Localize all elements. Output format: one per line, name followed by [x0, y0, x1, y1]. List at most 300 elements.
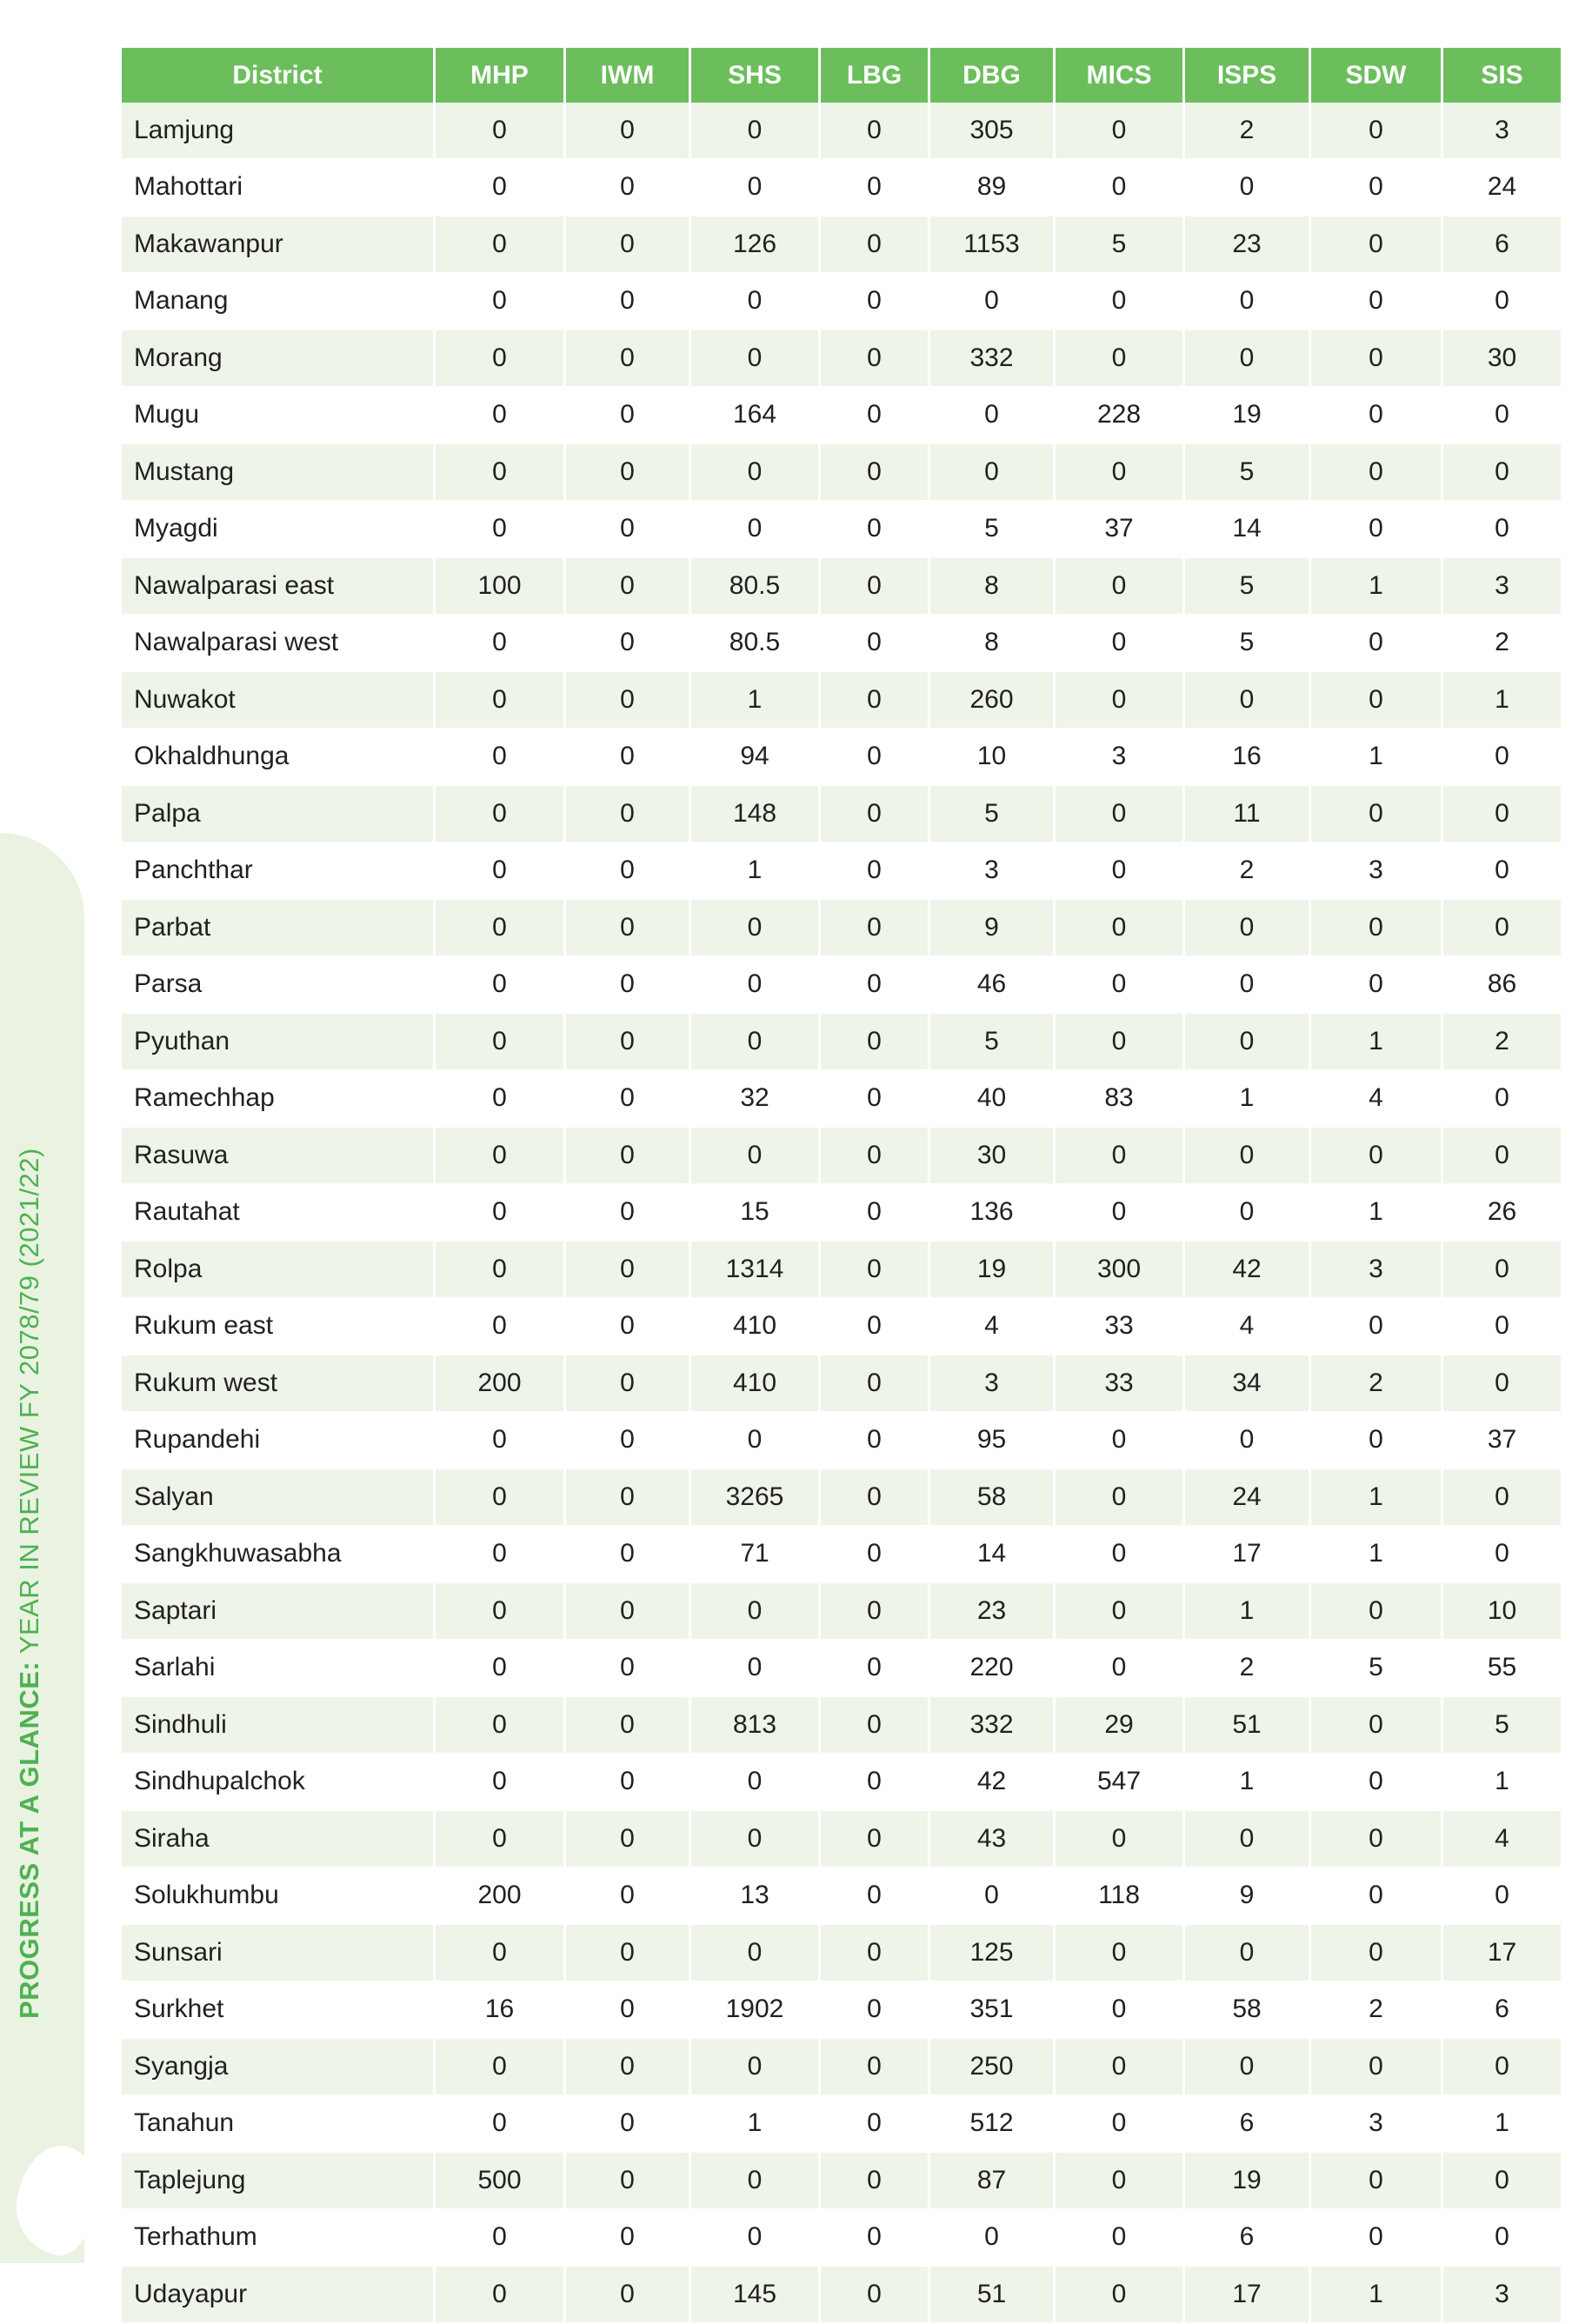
value-cell: 0	[1443, 1355, 1561, 1413]
table-row	[122, 388, 1561, 445]
value-cell: 0	[436, 274, 566, 331]
value-cell: 32	[691, 1071, 821, 1129]
table-body	[122, 103, 1561, 2324]
value-cell: 3	[1311, 843, 1443, 901]
value-cell: 0	[566, 2096, 691, 2154]
value-cell: 0	[1056, 160, 1185, 217]
value-cell: 0	[1443, 2210, 1561, 2267]
district-cell: Sindhupalchok	[122, 1755, 436, 1812]
value-cell: 1902	[691, 1982, 821, 2040]
value-cell: 0	[436, 1641, 566, 1698]
value-cell: 0	[436, 1299, 566, 1356]
table-row	[122, 1925, 1561, 1982]
value-cell: 0	[566, 1641, 691, 1698]
value-cell: 0	[436, 1413, 566, 1470]
value-cell: 6	[1185, 2210, 1311, 2267]
value-cell: 0	[821, 1868, 930, 1926]
value-cell: 0	[1311, 388, 1443, 445]
value-cell: 0	[821, 1925, 930, 1982]
value-cell: 0	[1056, 558, 1185, 616]
value-cell: 118	[1056, 1868, 1185, 1926]
value-cell: 0	[566, 1868, 691, 1926]
value-cell: 4	[930, 1299, 1056, 1356]
value-cell: 0	[821, 1641, 930, 1698]
district-cell: Sindhuli	[122, 1697, 436, 1755]
table-row	[122, 1185, 1561, 1242]
value-cell: 0	[1185, 2039, 1311, 2096]
value-cell: 0	[1443, 729, 1561, 787]
value-cell: 0	[566, 558, 691, 616]
value-cell: 260	[930, 672, 1056, 729]
table-row	[122, 1697, 1561, 1755]
progress-table	[122, 48, 1561, 2324]
value-cell: 10	[930, 729, 1056, 787]
value-cell: 228	[1056, 388, 1185, 445]
value-cell: 89	[930, 160, 1056, 217]
value-cell: 500	[436, 2153, 566, 2210]
district-cell: Siraha	[122, 1811, 436, 1868]
table-row	[122, 2210, 1561, 2267]
value-cell: 0	[821, 103, 930, 160]
value-cell: 0	[821, 1583, 930, 1641]
value-cell: 0	[691, 160, 821, 217]
value-cell: 145	[691, 2267, 821, 2324]
value-cell: 1	[691, 2096, 821, 2154]
value-cell: 5	[1311, 1641, 1443, 1698]
table-row	[122, 843, 1561, 901]
value-cell: 30	[1443, 330, 1561, 388]
value-cell: 0	[1185, 1185, 1311, 1242]
value-cell: 3	[1311, 1242, 1443, 1299]
table-header	[122, 48, 1561, 103]
column-header-sdw: SDW	[1311, 48, 1443, 103]
value-cell: 0	[930, 388, 1056, 445]
value-cell: 4	[1311, 1071, 1443, 1129]
value-cell: 0	[436, 1583, 566, 1641]
value-cell: 55	[1443, 1641, 1561, 1698]
value-cell: 0	[436, 729, 566, 787]
value-cell: 1	[1185, 1071, 1311, 1129]
district-cell: Nuwakot	[122, 672, 436, 729]
district-cell: Sunsari	[122, 1925, 436, 1982]
column-header-lbg: LBG	[821, 48, 930, 103]
value-cell: 0	[566, 1811, 691, 1868]
value-cell: 0	[566, 1242, 691, 1299]
value-cell: 11	[1185, 786, 1311, 843]
value-cell: 0	[1311, 2153, 1443, 2210]
table-row	[122, 616, 1561, 673]
value-cell: 0	[566, 1755, 691, 1812]
value-cell: 1	[691, 672, 821, 729]
value-cell: 300	[1056, 1242, 1185, 1299]
value-cell: 0	[1056, 444, 1185, 502]
value-cell: 0	[1185, 1811, 1311, 1868]
value-cell: 0	[1311, 957, 1443, 1015]
value-cell: 1153	[930, 216, 1056, 274]
value-cell: 0	[821, 1014, 930, 1071]
district-cell: Nawalparasi east	[122, 558, 436, 616]
value-cell: 0	[691, 1755, 821, 1812]
value-cell: 332	[930, 330, 1056, 388]
value-cell: 2	[1185, 1641, 1311, 1698]
column-header-sis: SIS	[1443, 48, 1561, 103]
district-cell: Okhaldhunga	[122, 729, 436, 787]
value-cell: 0	[1311, 1925, 1443, 1982]
value-cell: 0	[1056, 1185, 1185, 1242]
value-cell: 0	[566, 330, 691, 388]
value-cell: 0	[1056, 274, 1185, 331]
value-cell: 0	[1443, 1242, 1561, 1299]
table-row	[122, 502, 1561, 559]
value-cell: 46	[930, 957, 1056, 1015]
value-cell: 0	[566, 274, 691, 331]
table-row	[122, 1755, 1561, 1812]
column-header-mhp: MHP	[436, 48, 566, 103]
value-cell: 0	[821, 672, 930, 729]
value-cell: 0	[1056, 786, 1185, 843]
table-row	[122, 1355, 1561, 1413]
value-cell: 0	[566, 1185, 691, 1242]
value-cell: 332	[930, 1697, 1056, 1755]
table-row	[122, 1527, 1561, 1584]
value-cell: 0	[1056, 1641, 1185, 1698]
value-cell: 0	[691, 502, 821, 559]
value-cell: 148	[691, 786, 821, 843]
table-row	[122, 1014, 1561, 1071]
value-cell: 24	[1443, 160, 1561, 217]
district-cell: Tanahun	[122, 2096, 436, 2154]
table-row	[122, 1641, 1561, 1698]
value-cell: 0	[566, 1128, 691, 1185]
value-cell: 2	[1185, 103, 1311, 160]
value-cell: 0	[1443, 786, 1561, 843]
value-cell: 0	[566, 444, 691, 502]
value-cell: 2	[1311, 1355, 1443, 1413]
value-cell: 0	[821, 502, 930, 559]
value-cell: 0	[1311, 1868, 1443, 1926]
value-cell: 2	[1311, 1982, 1443, 2040]
value-cell: 0	[1056, 1811, 1185, 1868]
district-cell: Manang	[122, 274, 436, 331]
value-cell: 0	[566, 843, 691, 901]
value-cell: 0	[566, 388, 691, 445]
value-cell: 0	[691, 444, 821, 502]
district-cell: Makawanpur	[122, 216, 436, 274]
value-cell: 1	[1443, 2096, 1561, 2154]
value-cell: 0	[1443, 1128, 1561, 1185]
value-cell: 0	[1056, 1583, 1185, 1641]
value-cell: 86	[1443, 957, 1561, 1015]
value-cell: 0	[566, 2267, 691, 2324]
value-cell: 0	[691, 2039, 821, 2096]
table-row	[122, 672, 1561, 729]
value-cell: 0	[436, 1014, 566, 1071]
district-cell: Rolpa	[122, 1242, 436, 1299]
table-row	[122, 1868, 1561, 1926]
value-cell: 80.5	[691, 558, 821, 616]
value-cell: 0	[691, 1014, 821, 1071]
value-cell: 1	[691, 843, 821, 901]
value-cell: 0	[1311, 2039, 1443, 2096]
value-cell: 14	[1185, 502, 1311, 559]
value-cell: 0	[821, 2210, 930, 2267]
value-cell: 0	[821, 729, 930, 787]
district-cell: Sarlahi	[122, 1641, 436, 1698]
value-cell: 58	[1185, 1982, 1311, 2040]
value-cell: 0	[821, 1697, 930, 1755]
table-row	[122, 2153, 1561, 2210]
value-cell: 0	[1311, 160, 1443, 217]
value-cell: 5	[930, 1014, 1056, 1071]
value-cell: 14	[930, 1527, 1056, 1584]
value-cell: 3	[1311, 2096, 1443, 2154]
value-cell: 0	[566, 502, 691, 559]
value-cell: 0	[691, 1583, 821, 1641]
value-cell: 0	[436, 1128, 566, 1185]
value-cell: 0	[1443, 1299, 1561, 1356]
value-cell: 95	[930, 1413, 1056, 1470]
value-cell: 0	[691, 2210, 821, 2267]
value-cell: 0	[1311, 2210, 1443, 2267]
value-cell: 0	[1056, 672, 1185, 729]
value-cell: 58	[930, 1469, 1056, 1527]
value-cell: 1	[1443, 1755, 1561, 1812]
value-cell: 0	[436, 502, 566, 559]
value-cell: 0	[436, 900, 566, 957]
value-cell: 0	[821, 957, 930, 1015]
value-cell: 0	[1185, 160, 1311, 217]
value-cell: 17	[1443, 1925, 1561, 1982]
value-cell: 0	[691, 1925, 821, 1982]
value-cell: 0	[1056, 103, 1185, 160]
value-cell: 0	[1443, 444, 1561, 502]
value-cell: 0	[930, 444, 1056, 502]
value-cell: 1	[1311, 1527, 1443, 1584]
table-row	[122, 444, 1561, 502]
column-header-dbg: DBG	[930, 48, 1056, 103]
value-cell: 8	[930, 616, 1056, 673]
value-cell: 410	[691, 1299, 821, 1356]
sidebar-caption-rest: YEAR IN REVIEW FY 2078/79 (2021/22)	[14, 1148, 44, 1661]
value-cell: 0	[1311, 786, 1443, 843]
value-cell: 0	[1311, 330, 1443, 388]
table-row	[122, 1299, 1561, 1356]
value-cell: 0	[821, 160, 930, 217]
value-cell: 0	[1056, 2210, 1185, 2267]
value-cell: 0	[1056, 1527, 1185, 1584]
value-cell: 40	[930, 1071, 1056, 1129]
value-cell: 3	[1443, 2267, 1561, 2324]
table-row	[122, 2039, 1561, 2096]
value-cell: 0	[1311, 616, 1443, 673]
value-cell: 1	[1311, 1469, 1443, 1527]
value-cell: 0	[566, 1014, 691, 1071]
value-cell: 0	[1311, 1755, 1443, 1812]
value-cell: 0	[566, 1697, 691, 1755]
value-cell: 0	[1443, 900, 1561, 957]
value-cell: 0	[821, 1527, 930, 1584]
value-cell: 0	[691, 957, 821, 1015]
value-cell: 87	[930, 2153, 1056, 2210]
value-cell: 0	[821, 1242, 930, 1299]
value-cell: 0	[566, 103, 691, 160]
value-cell: 33	[1056, 1355, 1185, 1413]
column-header-iwm: IWM	[566, 48, 691, 103]
value-cell: 3	[930, 1355, 1056, 1413]
value-cell: 0	[436, 957, 566, 1015]
value-cell: 0	[691, 1811, 821, 1868]
value-cell: 0	[821, 1469, 930, 1527]
value-cell: 0	[566, 1925, 691, 1982]
table-row	[122, 216, 1561, 274]
district-cell: Mahottari	[122, 160, 436, 217]
district-cell: Palpa	[122, 786, 436, 843]
value-cell: 0	[436, 2210, 566, 2267]
value-cell: 0	[821, 444, 930, 502]
value-cell: 5	[1185, 616, 1311, 673]
value-cell: 0	[436, 160, 566, 217]
value-cell: 0	[566, 1469, 691, 1527]
value-cell: 0	[1443, 1868, 1561, 1926]
value-cell: 42	[1185, 1242, 1311, 1299]
value-cell: 0	[1311, 1413, 1443, 1470]
value-cell: 3265	[691, 1469, 821, 1527]
value-cell: 0	[821, 1185, 930, 1242]
table-row	[122, 786, 1561, 843]
value-cell: 0	[821, 388, 930, 445]
value-cell: 42	[930, 1755, 1056, 1812]
district-cell: Udayapur	[122, 2267, 436, 2324]
value-cell: 0	[821, 1413, 930, 1470]
value-cell: 0	[691, 1128, 821, 1185]
value-cell: 80.5	[691, 616, 821, 673]
value-cell: 126	[691, 216, 821, 274]
value-cell: 0	[821, 274, 930, 331]
value-cell: 0	[691, 900, 821, 957]
district-cell: Rupandehi	[122, 1413, 436, 1470]
value-cell: 0	[1311, 103, 1443, 160]
value-cell: 0	[566, 1583, 691, 1641]
value-cell: 547	[1056, 1755, 1185, 1812]
value-cell: 5	[1185, 444, 1311, 502]
value-cell: 164	[691, 388, 821, 445]
value-cell: 15	[691, 1185, 821, 1242]
value-cell: 0	[1443, 2039, 1561, 2096]
table-row	[122, 957, 1561, 1015]
table-row	[122, 330, 1561, 388]
value-cell: 0	[1185, 1413, 1311, 1470]
table-row	[122, 1982, 1561, 2040]
table-row	[122, 558, 1561, 616]
district-cell: Mustang	[122, 444, 436, 502]
district-cell: Rukum west	[122, 1355, 436, 1413]
value-cell: 0	[566, 1299, 691, 1356]
value-cell: 10	[1443, 1583, 1561, 1641]
value-cell: 1	[1443, 672, 1561, 729]
value-cell: 0	[1311, 1811, 1443, 1868]
value-cell: 0	[1311, 1583, 1443, 1641]
value-cell: 136	[930, 1185, 1056, 1242]
value-cell: 0	[821, 1755, 930, 1812]
value-cell: 0	[821, 1299, 930, 1356]
value-cell: 16	[1185, 729, 1311, 787]
value-cell: 0	[1185, 900, 1311, 957]
table-row	[122, 1413, 1561, 1470]
value-cell: 17	[1185, 1527, 1311, 1584]
district-cell: Taplejung	[122, 2153, 436, 2210]
value-cell: 0	[691, 103, 821, 160]
column-header-mics: MICS	[1056, 48, 1185, 103]
value-cell: 0	[566, 2153, 691, 2210]
value-cell: 0	[691, 274, 821, 331]
value-cell: 6	[1185, 2096, 1311, 2154]
value-cell: 0	[566, 1071, 691, 1129]
sidebar-caption-bold: PROGRESS AT A GLANCE:	[14, 1661, 44, 2019]
value-cell: 43	[930, 1811, 1056, 1868]
value-cell: 0	[821, 2039, 930, 2096]
value-cell: 220	[930, 1641, 1056, 1698]
value-cell: 5	[1185, 558, 1311, 616]
value-cell: 0	[566, 1413, 691, 1470]
value-cell: 0	[930, 274, 1056, 331]
value-cell: 1	[1311, 1014, 1443, 1071]
value-cell: 250	[930, 2039, 1056, 2096]
district-cell: Syangja	[122, 2039, 436, 2096]
district-cell: Terhathum	[122, 2210, 436, 2267]
value-cell: 3	[1443, 103, 1561, 160]
district-cell: Nawalparasi west	[122, 616, 436, 673]
value-cell: 0	[436, 616, 566, 673]
value-cell: 0	[691, 330, 821, 388]
value-cell: 0	[1185, 1014, 1311, 1071]
value-cell: 0	[1443, 1527, 1561, 1584]
district-cell: Lamjung	[122, 103, 436, 160]
table-row	[122, 1469, 1561, 1527]
value-cell: 0	[1311, 274, 1443, 331]
table-row	[122, 103, 1561, 160]
value-cell: 1	[1311, 1185, 1443, 1242]
value-cell: 94	[691, 729, 821, 787]
value-cell: 0	[1443, 274, 1561, 331]
value-cell: 0	[436, 1185, 566, 1242]
value-cell: 0	[566, 1355, 691, 1413]
table-row	[122, 1583, 1561, 1641]
value-cell: 2	[1185, 843, 1311, 901]
value-cell: 0	[691, 1641, 821, 1698]
district-cell: Panchthar	[122, 843, 436, 901]
value-cell: 0	[1056, 1014, 1185, 1071]
value-cell: 83	[1056, 1071, 1185, 1129]
value-cell: 30	[930, 1128, 1056, 1185]
value-cell: 0	[436, 2039, 566, 2096]
value-cell: 0	[821, 1982, 930, 2040]
value-cell: 0	[1311, 672, 1443, 729]
value-cell: 0	[566, 672, 691, 729]
value-cell: 0	[1311, 502, 1443, 559]
sidebar-caption	[14, 1148, 45, 2019]
value-cell: 0	[821, 216, 930, 274]
value-cell: 3	[930, 843, 1056, 901]
table-row	[122, 900, 1561, 957]
value-cell: 0	[1056, 900, 1185, 957]
value-cell: 0	[436, 1697, 566, 1755]
value-cell: 37	[1443, 1413, 1561, 1470]
value-cell: 0	[1185, 1925, 1311, 1982]
value-cell: 0	[1311, 1697, 1443, 1755]
value-cell: 0	[1056, 1982, 1185, 2040]
value-cell: 0	[821, 2267, 930, 2324]
value-cell: 100	[436, 558, 566, 616]
